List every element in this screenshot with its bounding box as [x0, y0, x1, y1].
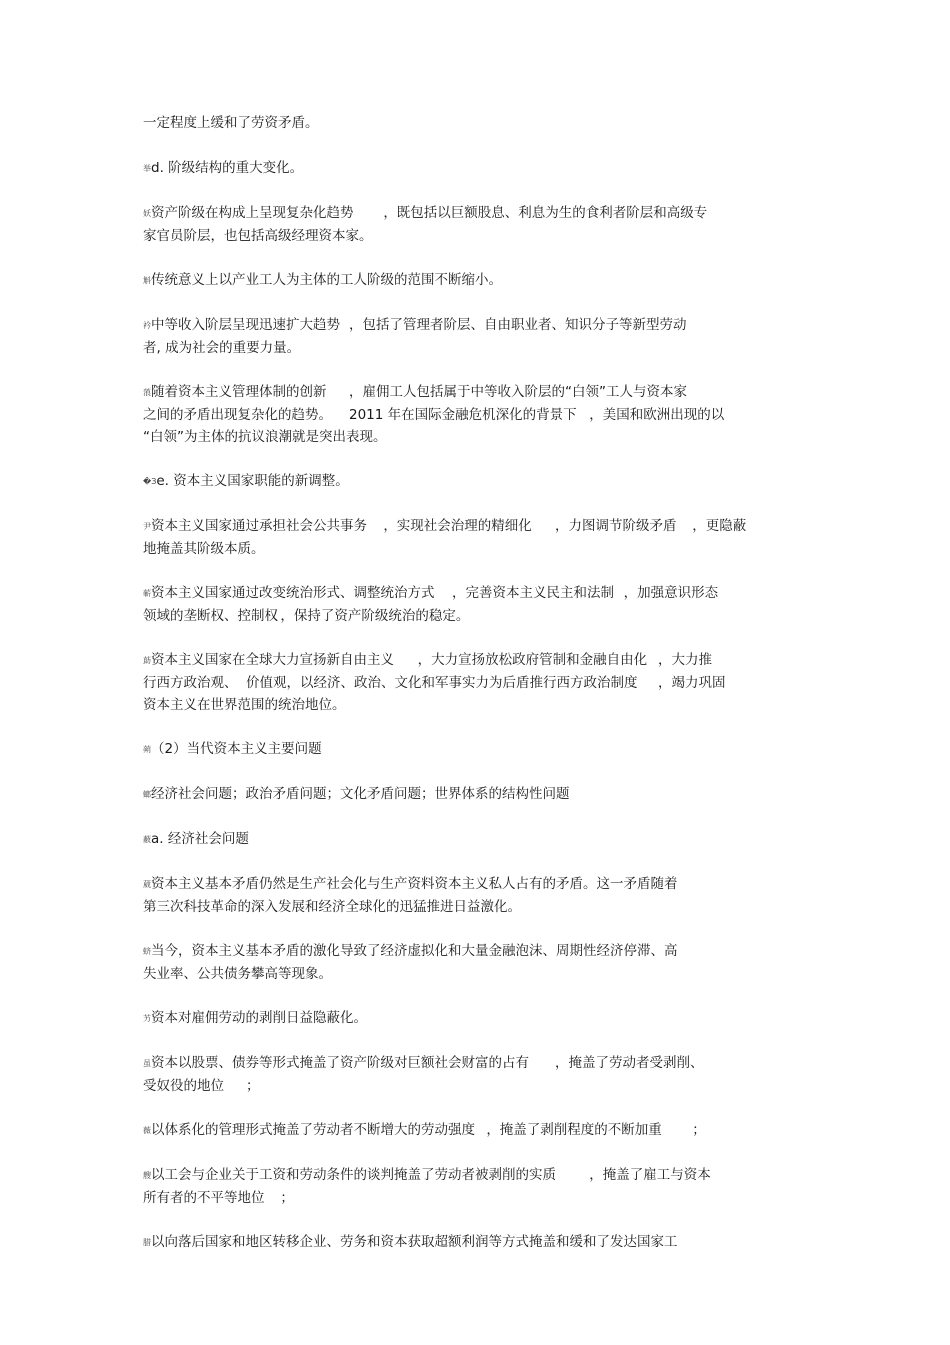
- paragraph-text: 资本主义国家通过改变统治形式、调整统治方式 ，完善资本主义民主和法制 ，加强意识形态 领域的垄断权、控制权 ，保持了资产阶级统治的稳定。: [143, 585, 719, 624]
- paragraph-text: 当今，资本主义基本矛盾的激化导致了经济虚拟化和大量金融泡沫、周期性经济停滞、高 失业率、公共债务攀高等现象。: [143, 943, 678, 982]
- paragraph-marker: 薇: [143, 1126, 151, 1135]
- paragraph-2: [143, 202, 808, 247]
- paragraph-marker: 腊: [143, 1238, 151, 1247]
- document-page: [143, 112, 808, 1276]
- paragraph-marker: 蔽: [143, 835, 151, 844]
- paragraph-5: [143, 381, 808, 448]
- paragraph-11: [143, 783, 808, 806]
- paragraph-3: [143, 269, 808, 292]
- paragraph-marker: 蒴: [143, 745, 151, 754]
- paragraph-text: 以工会与企业关于工资和劳动条件的谈判掩盖了劳动者被剥削的实质 ，掩盖了雇工与资本 所有者的不平等地位 ；: [143, 1167, 711, 1206]
- paragraph-marker: 虽: [143, 1059, 151, 1068]
- paragraph-marker: 尹: [143, 522, 151, 531]
- paragraph-text: 资本以股票、债券等形式掩盖了资产阶级对巨额社会财富的占有 ，掩盖了劳动者受剥削、 受奴役的地位 ；: [143, 1055, 704, 1094]
- paragraph-17: [143, 1119, 808, 1142]
- paragraph-marker: 蕲: [143, 589, 151, 598]
- paragraph-4: [143, 314, 808, 359]
- paragraph-10: [143, 738, 808, 761]
- paragraph-15: [143, 1007, 808, 1030]
- paragraph-marker: 举: [143, 164, 151, 173]
- paragraph-text: 资产阶级在构成上呈现复杂化趋势 ，既包括以巨额股息、利息为生的食利者阶层和高级专 家官员阶层，也包括高级经理资本家。: [143, 205, 708, 244]
- paragraph-text: 随着资本主义管理体制的创新 ，雇佣工人包括属于中等收入阶层的“白领”工人与资本家 之间的矛盾出现复杂化的趋势。 2011 年在国际金融危机深化的背景下 ，美国和欧洲出现的以 “白领”为主体的抗议浪潮就是突出表现。: [143, 384, 725, 445]
- paragraph-text: d. 阶级结构的重大变化。: [151, 160, 304, 176]
- paragraph-text: 经济社会问题；政治矛盾问题；文化矛盾问题；世界体系的结构性问题: [151, 786, 570, 802]
- paragraph-text: 以向落后国家和地区转移企业、劳务和资本获取超额利润等方式掩盖和缓和了发达国家工: [151, 1234, 678, 1250]
- paragraph-text: 中等收入阶层呈现迅速扩大趋势 ，包括了管理者阶层、自由职业者、知识分子等新型劳动 者, 成为社会的重要力量。: [143, 317, 687, 356]
- paragraph-text: 资本主义基本矛盾仍然是生产社会化与生产资料资本主义私人占有的矛盾。这一矛盾随着 第三次科技革命的深入发展和经济全球化的迅猛推进日益激化。: [143, 876, 678, 915]
- paragraph-text: 资本主义国家通过承担社会公共事务 ，实现社会治理的精细化 ，力图调节阶级矛盾 ，更隐蔽 地掩盖其阶级本质。: [143, 518, 747, 557]
- paragraph-marker: 衿: [143, 321, 151, 330]
- paragraph-marker: 螂: [143, 790, 151, 799]
- paragraph-13: [143, 873, 808, 918]
- paragraph-marker: 莇: [143, 656, 151, 665]
- paragraph-text: 一定程度上缓和了劳资矛盾。: [143, 115, 319, 131]
- paragraph-marker: 蒗: [143, 388, 151, 397]
- paragraph-text: 传统意义上以产业工人为主体的工人阶级的范围不断缩小。: [151, 272, 502, 288]
- paragraph-1: [143, 157, 808, 180]
- paragraph-0: [143, 112, 808, 135]
- paragraph-marker: 妖: [143, 209, 151, 218]
- paragraph-text: （2）当代资本主义主要问题: [151, 741, 322, 757]
- paragraph-9: [143, 649, 808, 716]
- paragraph-18: [143, 1164, 808, 1209]
- paragraph-19: [143, 1231, 808, 1254]
- paragraph-16: [143, 1052, 808, 1097]
- paragraph-text: a. 经济社会问题: [151, 831, 249, 847]
- paragraph-marker: 葳: [143, 880, 151, 889]
- paragraph-text: 以体系化的管理形式掩盖了劳动者不断增大的劳动强度 ，掩盖了剥削程度的不断加重 ；: [151, 1122, 706, 1138]
- paragraph-marker: 蛴: [143, 947, 151, 956]
- paragraph-text: e. 资本主义国家职能的新调整。: [156, 473, 349, 489]
- paragraph-8: [143, 582, 808, 627]
- paragraph-text: 资本对雇佣劳动的剥削日益隐蔽化。: [151, 1010, 367, 1026]
- paragraph-12: [143, 828, 808, 851]
- paragraph-marker: 艻: [143, 1014, 151, 1023]
- paragraph-6: [143, 470, 808, 493]
- paragraph-marker: 斛: [143, 276, 151, 285]
- paragraph-marker: 艘: [143, 1171, 151, 1180]
- paragraph-7: [143, 515, 808, 560]
- paragraph-14: [143, 940, 808, 985]
- paragraph-marker: �З: [143, 477, 157, 486]
- paragraph-text: 资本主义国家在全球大力宣扬新自由主义 ，大力宣扬放松政府管制和金融自由化 ，大力推 行西方政治观、 价值观，以经济、政治、文化和军事实力为后盾推行西方政治制度 ，竭力巩固 资本主义在世界范围的统治地位。: [143, 652, 726, 713]
